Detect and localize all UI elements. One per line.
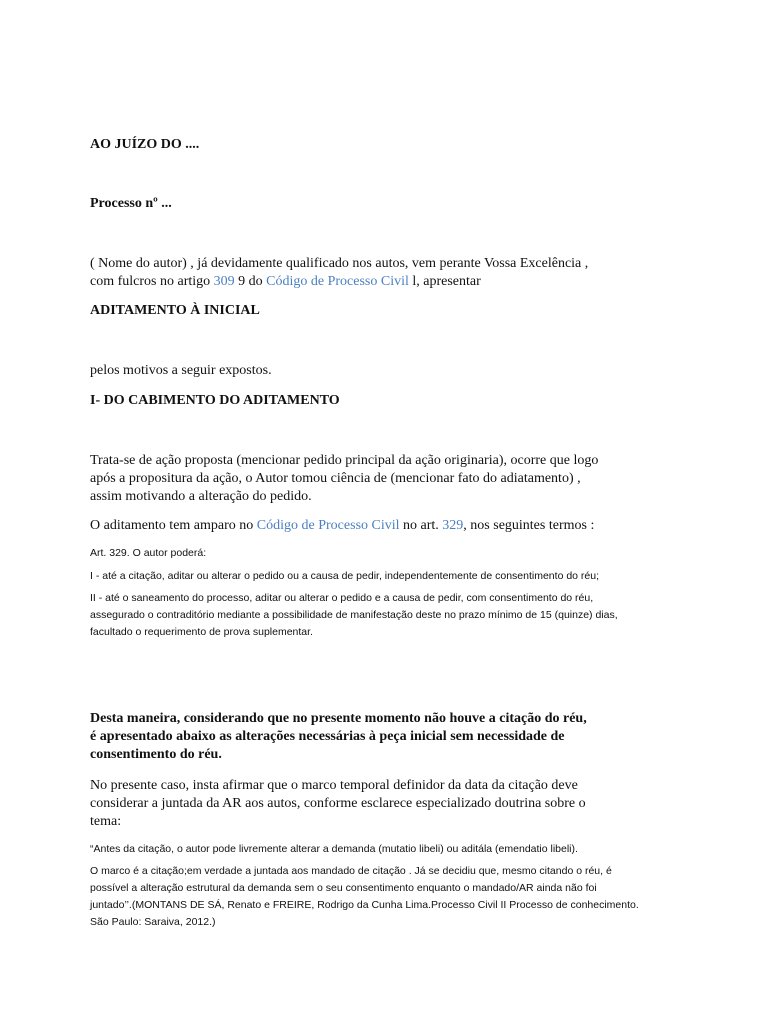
section-1-heading: I- DO CABIMENTO DO ADITAMENTO <box>90 393 340 408</box>
facts-line-3: assim motivando a alteração do pedido. <box>90 489 312 504</box>
court-heading: AO JUÍZO DO .... <box>90 137 200 152</box>
article-329-head: Art. 329. O autor poderá: <box>90 547 207 559</box>
doctrine-quote-2 <box>90 863 680 931</box>
basis-paragraph <box>90 517 690 535</box>
doctrine-line-3: juntado’’.(MONTANS DE SÁ, Renato e FREIRE, Rodrigo da Cunha Lima.Processo Civil II Processo de conhecimento. <box>90 899 639 911</box>
case-line-3: tema: <box>90 814 122 829</box>
conclusion-line-2: é apresentado abaixo as alterações necessárias à peça inicial sem necessidade de <box>90 729 565 744</box>
intro-line-1: ( Nome do autor) , já devidamente qualificado nos autos, vem perante Vossa Excelência , <box>90 256 589 271</box>
facts-paragraph <box>90 452 690 506</box>
document-page <box>90 0 690 1024</box>
basis-text-pre: O aditamento tem amparo no <box>90 518 257 533</box>
cpc-link-intro[interactable]: Código de Processo Civil <box>266 274 409 289</box>
article-329-link[interactable]: 329 <box>442 518 464 533</box>
case-line-2: considerar a juntada da AR aos autos, conforme esclarece especializado doutrina sobre o <box>90 796 586 811</box>
article-item-2-line-3: facultado o requerimento de prova suplementar. <box>90 626 313 638</box>
basis-line <box>90 517 690 535</box>
article-309-link[interactable]: 309 <box>213 274 235 289</box>
case-paragraph <box>90 777 690 831</box>
intro-text-pre: com fulcros no artigo <box>90 274 214 289</box>
doctrine-quote-1: “Antes da citação, o autor pode livremente alterar a demanda (mutatio libeli) ou aditála (emendatio libeli). <box>90 843 578 855</box>
conclusion-paragraph <box>90 710 690 764</box>
cpc-link-basis[interactable]: Código de Processo Civil <box>256 518 400 533</box>
facts-line-1: Trata-se de ação proposta (mencionar pedido principal da ação originaria), ocorre que logo <box>90 453 599 468</box>
document-title: ADITAMENTO À INICIAL <box>90 303 260 318</box>
intro-line-2 <box>90 273 690 291</box>
doctrine-line-4: São Paulo: Saraiva, 2012.) <box>90 916 216 928</box>
article-329-item-1: I - até a citação, aditar ou alterar o pedido ou a causa de pedir, independentemente de consentimento do réu; <box>90 570 600 582</box>
intro-paragraph <box>90 255 690 291</box>
conclusion-line-3: consentimento do réu. <box>90 747 222 762</box>
facts-line-2: após a propositura da ação, o Autor tomou ciência de (mencionar fato do adiatamento) , <box>90 471 581 486</box>
basis-text-post: , nos seguintes termos : <box>463 518 595 533</box>
basis-text-mid: no art. <box>399 518 443 533</box>
article-item-2-line-1: II - até o saneamento do processo, aditar ou alterar o pedido e a causa de pedir, com consentimento do réu, <box>90 592 594 604</box>
case-line-1: No presente caso, insta afirmar que o marco temporal definidor da data da citação deve <box>90 778 578 793</box>
doctrine-line-1: O marco é a citação;em verdade a juntada aos mandado de citação . Já se decidiu que, mesmo citando o réu, é <box>90 865 612 877</box>
reasons-paragraph: pelos motivos a seguir expostos. <box>90 363 272 378</box>
process-number-heading: Processo nº ... <box>90 196 172 211</box>
doctrine-line-2: possível a alteração estrutural da demanda sem o seu consentimento enquanto o mandado/AR ainda não foi <box>90 882 597 894</box>
conclusion-line-1: Desta maneira, considerando que no presente momento não houve a citação do réu, <box>90 711 587 726</box>
intro-text-mid: 9 do <box>234 274 267 289</box>
article-329-item-2 <box>90 590 680 641</box>
article-item-2-line-2: assegurado o contraditório mediante a possibilidade de manifestação deste no prazo mínimo de 15 (quinze) dias, <box>90 609 618 621</box>
intro-text-post: l, apresentar <box>408 274 481 289</box>
